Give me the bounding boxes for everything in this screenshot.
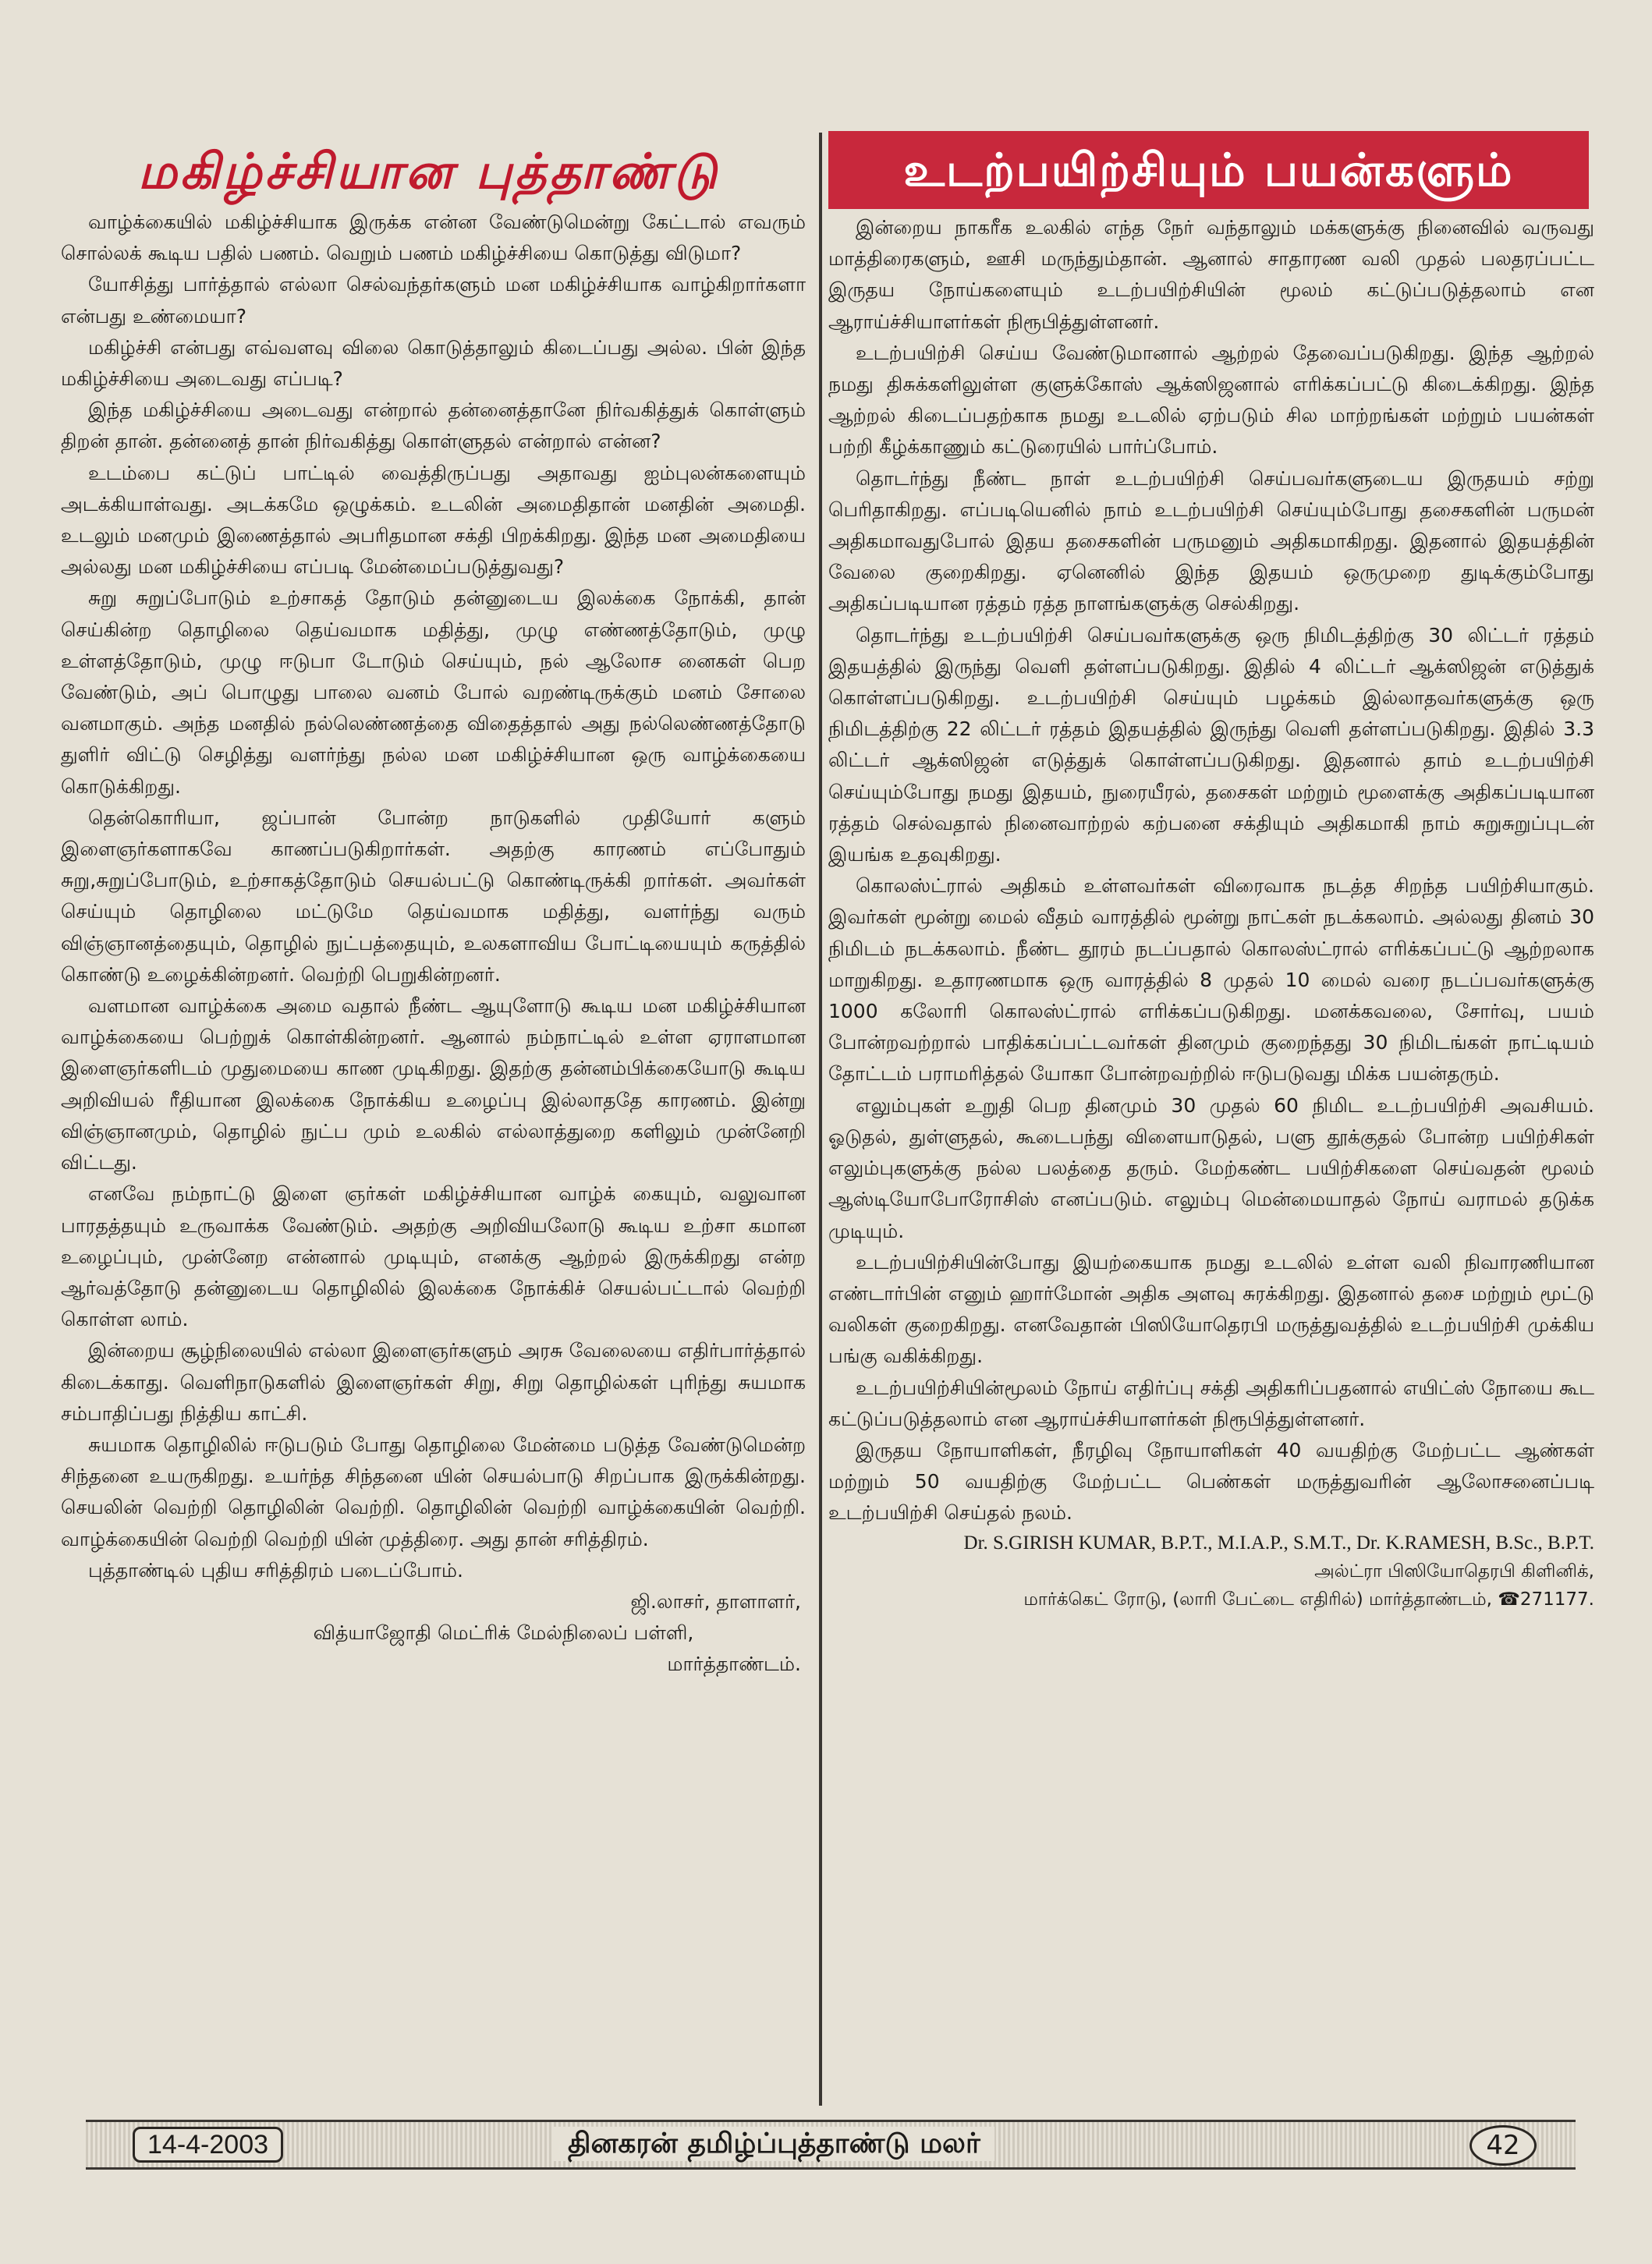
left-paragraph: வளமான வாழ்க்கை அமை வதால் நீண்ட ஆயுளோடு கூடிய மன மகிழ்ச்சியான வாழ்க்கையை பெற்றுக் கொள்கின்றனர். ஆனால் நம்நாட்டில் உள்ள ஏராளமான இளைஞர்களிடம் முதுமையை காண முடிகிறது. இதற்கு தன்னம்பிக்கையோடு கூடிய அறிவியல் ரீதியான இலக்கை நோக்கிய உழைப்பு இல்லாததே காரணம். இன்று விஞ்ஞானமும், தொழில் நுட்ப மும் உலகில் எல்லாத்துறை களிலும் முன்னேறி விட்டது.: [61, 994, 806, 1175]
footer-date: 14-4-2003: [133, 2127, 283, 2163]
right-article-title: உடற்பயிற்சியும் பயன்களும்: [828, 131, 1589, 209]
left-paragraph: யோசித்து பார்த்தால் எல்லா செல்வந்தர்களும் மன மகிழ்ச்சியாக வாழ்கிறார்களா என்பது உண்மையா?: [61, 273, 806, 328]
left-paragraph: உடம்பை கட்டுப் பாட்டில் வைத்திருப்பது அதாவது ஐம்புலன்களையும் அடக்கியாள்வது. அடக்கமே ஒழுக்கம். உடலின் அமைதிதான் மனதின் அமைதி. உடலும் மனமும் இணைத்தால் அபரிதமான சக்தி பிறக்கிறது. இந்த மன அமைதியை அல்லது மன மகிழ்ச்சியை எப்படி மேன்மைப்படுத்துவது?: [61, 461, 806, 579]
left-paragraph: சுறு சுறுப்போடும் உற்சாகத் தோடும் தன்னுடைய இலக்கை நோக்கி, தான் செய்கின்ற தொழிலை தெய்வமாக மதித்து, முழு எண்ணத்தோடும், முழு உள்ளத்தோடும், முழு ஈடுபா டோடும் செய்யும், நல் ஆலோச னைகள் பெற வேண்டும், அப் பொழுது பாலை வனம் போல் வறண்டிருக்கும் மனம் சோலை வனமாகும். அந்த மனதில் நல்லெண்ணத்தை விதைத்தால் அது நல்லெண்ணத்தோடு துளிர் விட்டு செழித்து வளர்ந்து நல்ல மன மகிழ்ச்சியான ஒரு வாழ்க்கையை கொடுக்கிறது.: [61, 586, 806, 798]
right-paragraph: எலும்புகள் உறுதி பெற தினமும் 30 முதல் 60 நிமிட உடற்பயிற்சி அவசியம். ஓடுதல், துள்ளுதல், கூடைபந்து விளையாடுதல், பளு தூக்குதல் போன்ற பயிற்சிகள் எலும்புகளுக்கு நல்ல பலத்தை தரும். மேற்கண்ட பயிற்சிகளை செய்வதன் மூலம் ஆஸ்டியோபோரோசிஸ் எனப்படும். எலும்பு மென்மையாதல் நோய் வராமல் தடுக்க முடியும்.: [828, 1093, 1594, 1242]
left-signature-name: ஜி.லாசர், தாளாளர்,: [630, 1589, 801, 1613]
right-article-body: [828, 212, 1594, 1614]
left-paragraph: புத்தாண்டில் புதிய சரித்திரம் படைப்போம்.: [88, 1558, 463, 1582]
left-paragraph: மகிழ்ச்சி என்பது எவ்வளவு விலை கொடுத்தாலும் கிடைப்பது அல்ல. பின் இந்த மகிழ்ச்சியை அடைவது எப்படி?: [61, 335, 806, 391]
left-paragraph: சுயமாக தொழிலில் ஈடுபடும் போது தொழிலை மேன்மை படுத்த வேண்டுமென்ற சிந்தனை உயருகிறது. உயர்ந்த சிந்தனை யின் செயல்பாடு சிறப்பாக இருக்கின்றது. செயலின் வெற்றி தொழிலின் வெற்றி. தொழிலின் வெற்றி வாழ்க்கையின் வெற்றி. வாழ்க்கையின் வெற்றி வெற்றி யின் முத்திரை. அது தான் சரித்திரம்.: [61, 1433, 806, 1550]
page-footer: [86, 2120, 1576, 2170]
column-divider: [819, 133, 822, 2106]
left-paragraph: வாழ்க்கையில் மகிழ்ச்சியாக இருக்க என்ன வேண்டுமென்று கேட்டால் எவரும் சொல்லக் கூடிய பதில் பணம். வெறும் பணம் மகிழ்ச்சியை கொடுத்து விடுமா?: [61, 211, 806, 265]
footer-page-number: 42: [1469, 2125, 1537, 2166]
left-signature-place: மார்த்தாண்டம்.: [667, 1652, 801, 1675]
right-paragraph: கொலஸ்ட்ரால் அதிகம் உள்ளவர்கள் விரைவாக நடத்த சிறந்த பயிற்சியாகும். இவர்கள் மூன்று மைல் வீதம் வாரத்தில் மூன்று நாட்கள் நடக்கலாம். அல்லது தினம் 30 நிமிடம் நடக்கலாம். நீண்ட தூரம் நடப்பதால் கொலஸ்ட்ரால் எரிக்கப்பட்டு ஆற்றலாக மாறுகிறது. உதாரணமாக ஒரு வாரத்தில் 8 முதல் 10 மைல் வரை நடப்பவர்களுக்கு 1000 கலோரி கொலஸ்ட்ரால் எரிக்கப்படுகிறது. மனக்கவலை, சோர்வு, பயம் போன்றவற்றால் பாதிக்கப்பட்டவர்கள் தினமும் குறைந்தது 30 நிமிடங்கள் நாட்டியம் தோட்டம் பராமரித்தல் யோகா போன்றவற்றில் ஈடுபடுவது மிக்க பயன்தரும்.: [828, 874, 1594, 1086]
right-paragraph: உடற்பயிற்சியின்போது இயற்கையாக நமது உடலில் உள்ள வலி நிவாரணியான எண்டார்பின் எனும் ஹார்மோன் அதிக அளவு சுரக்கிறது. இதனால் தசை மற்றும் மூட்டு வலிகள் குறைகிறது. எனவேதான் பிஸியோதெரபி மருத்துவத்தில் உடற்பயிற்சி முக்கிய பங்கு வகிக்கிறது.: [828, 1250, 1594, 1368]
right-clinic: அல்ட்ரா பிஸியோதெரபி கிளினிக்,: [1314, 1561, 1594, 1582]
right-paragraph: தொடர்ந்து உடற்பயிற்சி செய்பவர்களுக்கு ஒரு நிமிடத்திற்கு 30 லிட்டர் ரத்தம் இதயத்தில் இருந்து வெளி தள்ளப்படுகிறது. இதில் 4 லிட்டர் ஆக்ஸிஜன் எடுத்துக் கொள்ளப்படுகிறது. உடற்பயிற்சி செய்யும் பழக்கம் இல்லாதவர்களுக்கு ஒரு நிமிடத்திற்கு 22 லிட்டர் ரத்தம் இதயத்தில் இருந்து வெளி தள்ளப்படுகிறது. இதில் 3.3 லிட்டர் ஆக்ஸிஜன் எடுத்துக் கொள்ளப்படுகிறது. இதனால் தாம் உடற்பயிற்சி செய்யும்போது நமது இதயம், நுரையீரல், தசைகள் மற்றும் மூளைக்கு அதிகப்படியான ரத்தம் செல்வதால் நினைவாற்றல் கற்பனை சக்தியும் அதிகமாகி நாம் சுறுசுறுப்புடன் இயங்க உதவுகிறது.: [828, 623, 1594, 866]
right-paragraph: உடற்பயிற்சியின்மூலம் நோய் எதிர்ப்பு சக்தி அதிகரிப்பதனால் எயிட்ஸ் நோயை கூட கட்டுப்படுத்தலாம் என ஆராய்ச்சியாளர்கள் நிரூபித்துள்ளனர்.: [828, 1376, 1594, 1430]
right-paragraph: தொடர்ந்து நீண்ட நாள் உடற்பயிற்சி செய்பவர்களுடைய இருதயம் சற்று பெரிதாகிறது. எப்படியெனில் நாம் உடற்பயிற்சி செய்யும்போது தசைகளின் பருமன் அதிகமாவதுபோல் இதய தசைகளின் பருமனும் அதிகமாகிறது. இதனால் இதயத்தின் வேலை குறைகிறது. ஏனெனில் இந்த இதயம் ஒருமுறை துடிக்கும்போது அதிகப்படியான ரத்தம் ரத்த நாளங்களுக்கு செல்கிறது.: [828, 466, 1594, 615]
right-paragraph: இன்றைய நாகரீக உலகில் எந்த நேர் வந்தாலும் மக்களுக்கு நினைவில் வருவது மாத்திரைகளும், ஊசி மருந்தும்தான். ஆனால் சாதாரண வலி முதல் பலதரப்பட்ட இருதய நோய்களையும் உடற்பயிற்சியின் மூலம் கட்டுப்படுத்தலாம் என ஆராய்ச்சியாளர்கள் நிரூபித்துள்ளனர்.: [828, 216, 1594, 333]
left-signature-school: வித்யாஜோதி மெட்ரிக் மேல்நிலைப் பள்ளி,: [313, 1621, 694, 1644]
footer-publication: தினகரன் தமிழ்ப்புத்தாண்டு மலர்: [554, 2127, 994, 2161]
left-paragraph: எனவே நம்நாட்டு இளை ஞர்கள் மகிழ்ச்சியான வாழ்க் கையும், வலுவான பாரதத்தயும் உருவாக்க வேண்டும். அதற்கு அறிவியலோடு கூடிய உற்சா கமான உழைப்பும், முன்னேற என்னால் முடியும், எனக்கு ஆற்றல் இருக்கிறது என்ற ஆர்வத்தோடு தன்னுடைய தொழிலில் இலக்கை நோக்கிச் செயல்பட்டால் வெற்றி கொள்ள லாம்.: [61, 1182, 806, 1331]
right-address: மார்க்கெட் ரோடு, (லாரி பேட்டை எதிரில்) மார்த்தாண்டம், ☎271177.: [1023, 1589, 1594, 1610]
right-paragraph: உடற்பயிற்சி செய்ய வேண்டுமானால் ஆற்றல் தேவைப்படுகிறது. இந்த ஆற்றல் நமது திசுக்களிலுள்ள குளுக்கோஸ் ஆக்ஸிஜனால் எரிக்கப்பட்டு கிடைக்கிறது. இந்த ஆற்றல் கிடைப்பதற்காக நமது உடலில் ஏற்படும் சில மாற்றங்கள் மற்றும் பயன்கள் பற்றி கீழ்க்காணும் கட்டுரையில் பார்ப்போம்.: [828, 341, 1594, 459]
left-article-body: [61, 207, 806, 1680]
right-paragraph: இருதய நோயாளிகள், நீரழிவு நோயாளிகள் 40 வயதிற்கு மேற்பட்ட ஆண்கள் மற்றும் 50 வயதிற்கு மேற்பட்ட பெண்கள் மருத்துவரின் ஆலோசனைப்படி உடற்பயிற்சி செய்தல் நலம்.: [828, 1438, 1594, 1525]
left-article-title: மகிழ்ச்சியான புத்தாண்டு: [137, 143, 721, 200]
left-paragraph: தென்கொரியா, ஜப்பான் போன்ற நாடுகளில் முதியோர் களும் இளைஞர்களாகவே காணப்படுகிறார்கள். அதற்கு காரணம் எப்போதும் சுறு,சுறுப்போடும், உற்சாகத்தோடும் செயல்பட்டு கொண்டிருக்கி றார்கள். அவர்கள் செய்யும் தொழிலை மட்டுமே தெய்வமாக மதித்து, வளர்ந்து வரும் விஞ்ஞானத்தையும், தொழில் நுட்பத்தையும், உலகளாவிய போட்டியையும் கருத்தில் கொண்டு உழைக்கின்றனர். வெற்றி பெறுகின்றனர்.: [61, 806, 806, 986]
left-paragraph: இன்றைய சூழ்நிலையில் எல்லா இளைஞர்களும் அரசு வேலையை எதிர்பார்த்தால் கிடைக்காது. வெளிநாடுகளில் இளைஞர்கள் சிறு, சிறு தொழில்கள் புரிந்து சுயமாக சம்பாதிப்பது நித்திய காட்சி.: [61, 1339, 806, 1425]
left-paragraph: இந்த மகிழ்ச்சியை அடைவது என்றால் தன்னைத்தானே நிர்வகித்துக் கொள்ளும் திறன் தான். தன்னைத் தான் நிர்வகித்து கொள்ளுதல் என்றால் என்ன?: [61, 399, 806, 453]
right-authors: Dr. S.GIRISH KUMAR, B.P.T., M.I.A.P., S.M.T., Dr. K.RAMESH, B.Sc., B.P.T.: [963, 1532, 1594, 1554]
